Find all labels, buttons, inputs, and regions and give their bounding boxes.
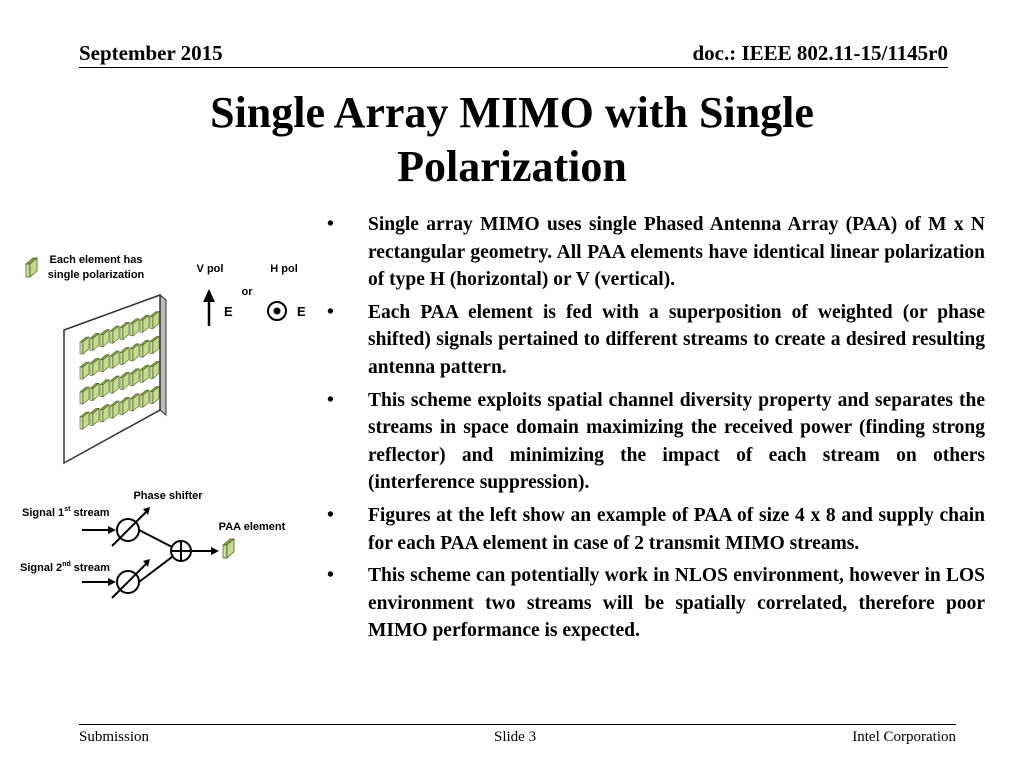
combiner-icon [171, 541, 191, 561]
bullet-list [327, 211, 985, 650]
paa-figure [0, 0, 330, 600]
paa-element-label: PAA element [218, 521, 286, 533]
h-pol-label: H pol [270, 263, 298, 275]
legend-line-1: Each element has [49, 254, 143, 266]
e-left-label: E [224, 304, 233, 319]
bullet-dot: • [327, 214, 334, 235]
bullet-item [327, 387, 985, 497]
bullet-text: Figures at the left show an example of PAA of size 4 x 8 and supply chain for each PAA element in case of 2 transmit MIMO streams. [368, 504, 985, 554]
bullet-dot: • [327, 301, 334, 323]
title-line-1: Single Array MIMO with Single [210, 88, 814, 137]
legend-element-icon [26, 258, 37, 277]
legend-line-2: single polarization [47, 269, 145, 281]
bullet-text: Single array MIMO uses single Phased Antenna Array (PAA) of M x N rectangular geometry. All PAA elements have identical linear polarization of type H (horizontal) or V (vertical). [368, 214, 985, 291]
signal-2-label: Signal 2nd stream [20, 561, 110, 574]
footer-rule [79, 724, 956, 725]
bullet-item [327, 211, 985, 294]
footer-slide-number: Slide 3 [494, 729, 537, 745]
bullet-text: This scheme can potentially work in NLOS environment, however in LOS environment two streams will be spatially correlated, therefore poor MIMO performance is expected. [368, 565, 985, 642]
h-pol-out-of-plane-icon [268, 302, 286, 320]
path-1-line [139, 530, 172, 547]
bullet-dot: • [327, 504, 334, 526]
phase-shifter-1-icon [112, 507, 150, 546]
bullet-item [327, 502, 985, 557]
e-right-label: E [297, 304, 306, 319]
bullet-dot: • [327, 389, 334, 411]
bullet-item [327, 562, 985, 645]
header-doc-id: doc.: IEEE 802.11-15/1145r0 [692, 41, 948, 65]
header-date: September 2015 [79, 41, 223, 65]
title-line-2: Polarization [397, 142, 627, 191]
bullet-text: Each PAA element is fed with a superposition of weighted (or phase shifted) signals pertained to different streams to create a desired resulting antenna pattern. [368, 301, 985, 378]
paa-element-icon [223, 539, 234, 558]
v-pol-label: V pol [196, 263, 224, 275]
signal-1-label: Signal 1st stream [22, 506, 110, 519]
footer-submission: Submission [79, 729, 150, 745]
bullet-text: This scheme exploits spatial channel diversity property and separates the streams in space domain maximizing the received power (finding strong reflector) and minimizing the impact of each stream on others (interference suppression). [368, 389, 985, 494]
footer-company: Intel Corporation [852, 729, 956, 745]
phase-shifter-label: Phase shifter [133, 490, 203, 502]
bullet-dot: • [327, 565, 334, 587]
bullet-item [327, 299, 985, 382]
or-label: or [241, 286, 253, 298]
v-pol-arrow-icon [203, 289, 215, 326]
